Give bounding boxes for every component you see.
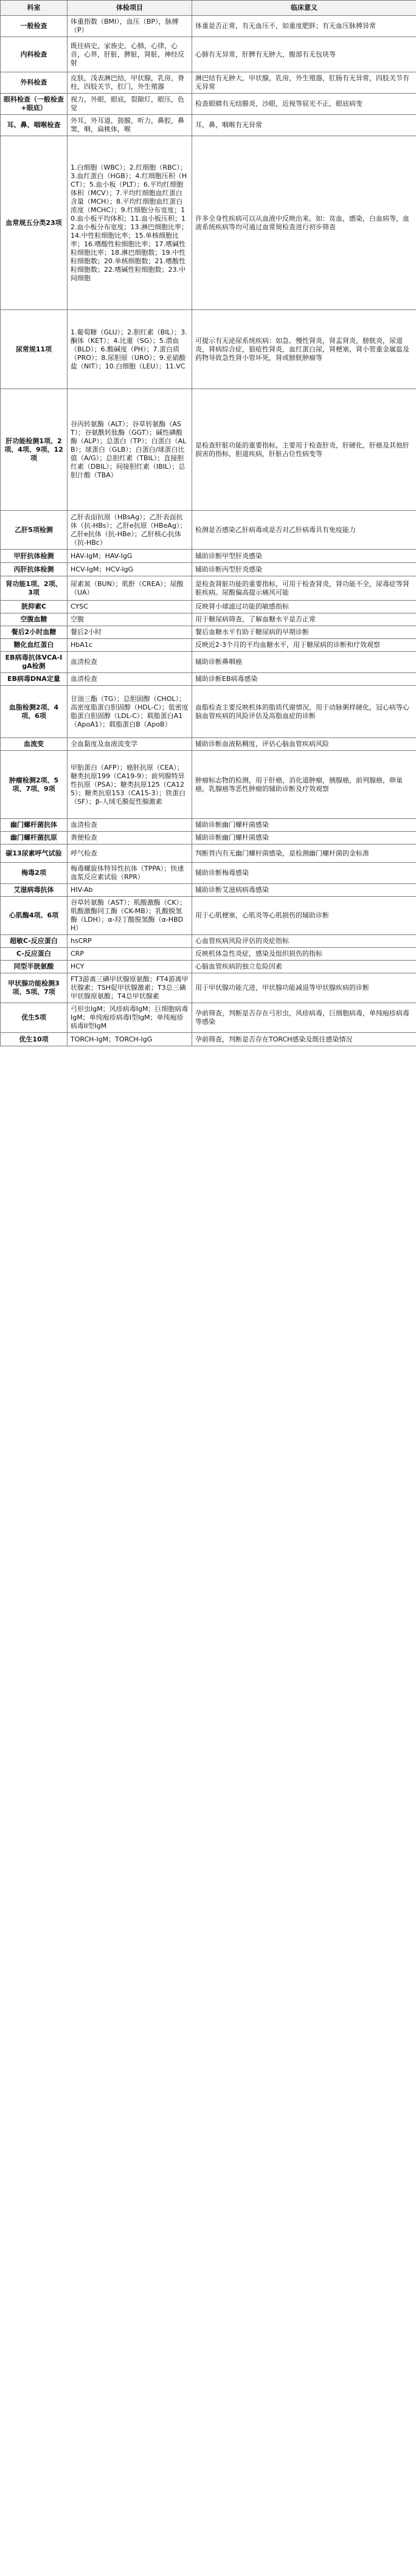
exam-item-cell: 既往病史，家族史，心肺，心律，心音，心界，肝脏，脾脏，肾脏，神经反射 [68, 37, 192, 72]
exam-item-cell: HbA1c [68, 639, 192, 652]
department-cell: 内科检查 [1, 37, 68, 72]
department-cell: 血流变 [1, 738, 68, 751]
clinical-significance-cell: 心脑血管疾病的独立危险因素 [192, 961, 416, 973]
clinical-significance-cell: 是检查肾脏功能的重要指标，可用于检查肾炎，肾功能不全，尿毒症等肾脏疾病。尿酸偏高提示痛风可能 [192, 576, 416, 601]
table-row [1, 686, 416, 738]
clinical-significance-cell: 耳，鼻，咽喉有无异常 [192, 115, 416, 136]
exam-item-cell: CRP [68, 948, 192, 961]
department-cell: 碳13尿素呼气试验 [1, 844, 68, 863]
department-cell: 血脂检测2项、4项、6项 [1, 686, 68, 738]
department-cell: 一般检查 [1, 16, 68, 37]
department-cell: 乙肝5项检测 [1, 511, 68, 550]
exam-item-cell: 梅毒螺旋体特异性抗体（TPPA）；快速血浆反应素试验（RPR） [68, 863, 192, 884]
department-cell: 同型半胱氨酸 [1, 961, 68, 973]
table-row [1, 613, 416, 626]
clinical-significance-cell: 孕前筛查，判断是否存在TORCH感染及既往感染情况 [192, 1033, 416, 1046]
clinical-significance-cell: 体重是否正常，有无血压不，如重度肥胖；有无血压脉搏异常 [192, 16, 416, 37]
clinical-significance-cell: 反映近2-3个月的平均血糖水平，用于糖尿病的诊断和疗效观察 [192, 639, 416, 652]
exam-item-cell: 视力，外眼，眼底，裂隙灯，眼压，色觉 [68, 94, 192, 115]
table-row [1, 948, 416, 961]
clinical-significance-cell: 淋巴结有无肿大，甲状腺，乳房，外生殖器，肛肠有无异常，四肢关节有无异常 [192, 72, 416, 94]
exam-item-cell: HCY [68, 961, 192, 973]
clinical-significance-cell: 辅助诊断EB病毒感染 [192, 673, 416, 686]
table-row [1, 1003, 416, 1033]
table-header-row [1, 1, 416, 16]
header-department: 科室 [1, 1, 68, 16]
table-row [1, 563, 416, 576]
clinical-significance-cell: 心血管疾病风险评估的炎症指标 [192, 935, 416, 948]
department-cell: 幽门螺杆菌抗原 [1, 832, 68, 844]
exam-item-cell: 弓形虫IgM；风疹病毒IgM；巨细胞病毒IgM；单纯疱疹病毒I型IgM；单纯疱疹病毒II型IgM [68, 1003, 192, 1033]
table-row [1, 832, 416, 844]
table-row [1, 897, 416, 935]
clinical-significance-cell: 辅助诊断甲型肝炎感染 [192, 550, 416, 563]
clinical-significance-cell: 反映机体急性炎症，感染及组织损伤的指标 [192, 948, 416, 961]
exam-item-cell: 呼气检查 [68, 844, 192, 863]
clinical-significance-cell: 许多全身性疾病可以从血液中反映出来。如：贫血，感染，白血病等，血液系统疾病等均可通过血常规检查进行初步筛查 [192, 136, 416, 310]
department-cell: 甲肝抗体检测 [1, 550, 68, 563]
clinical-significance-cell: 辅助诊断幽门螺杆菌感染 [192, 819, 416, 832]
table-row [1, 576, 416, 601]
exam-item-cell: 血清检查 [68, 673, 192, 686]
department-cell: 肾功能1项、2项、3项 [1, 576, 68, 601]
exam-item-cell: HIV-Ab [68, 884, 192, 897]
exam-item-cell: 全血黏度及血液流变学 [68, 738, 192, 751]
exam-item-cell: 谷草转氨酶（AST）；肌酸激酶（CK）；肌酸激酶同工酶（CK-MB）；乳酸脱氢酶（LDH）；α-羟丁酸脱氢酶（α-HBDH） [68, 897, 192, 935]
exam-item-cell: HAV-IgM；HAV-IgG [68, 550, 192, 563]
clinical-significance-cell: 用于心肌梗塞，心肌炎等心肌损伤的辅助诊断 [192, 897, 416, 935]
exam-item-cell: CYSC [68, 601, 192, 613]
exam-items-table [0, 0, 416, 1046]
clinical-significance-cell: 孕前筛查，判断是否存在弓形虫，风疹病毒，巨细胞病毒，单纯疱疹病毒等感染 [192, 1003, 416, 1033]
table-row [1, 511, 416, 550]
table-row [1, 389, 416, 511]
table-row [1, 819, 416, 832]
table-row [1, 738, 416, 751]
clinical-significance-cell: 可提示有无泌尿系统疾病：如急、慢性肾炎，肾盂肾炎，膀胱炎，尿道炎，肾病综合症，狼疮性肾炎，血红蛋白尿，肾梗塞，肾小管重金属盐及药物导致急性肾小管坏死，肾或膀胱肿瘤等 [192, 310, 416, 389]
department-cell: 胱抑素C [1, 601, 68, 613]
table-row [1, 935, 416, 948]
clinical-significance-cell: 辅助诊断艾滋病病毒感染 [192, 884, 416, 897]
exam-item-cell: 甲胎蛋白（AFP）；癌胚抗原（CEA）；糖类抗原199（CA19-9）；前列腺特异性抗原（PSA）；糖类抗原125（CA125）；糖类抗原153（CA15-3）；铁蛋白（SF）；β-人绒毛膜促性腺激素 [68, 751, 192, 819]
table-row [1, 626, 416, 639]
clinical-significance-cell: 辅助诊断梅毒感染 [192, 863, 416, 884]
clinical-significance-cell: 肿瘤标志物的检测，用于肝癌，消化道肿瘤，胰腺癌，前列腺癌，卵巢癌，乳腺癌等恶性肿瘤的辅助诊断及疗效观察 [192, 751, 416, 819]
exam-item-cell: 尿素氮（BUN）；肌酐（CREA）；尿酸（UA） [68, 576, 192, 601]
department-cell: 梅毒2项 [1, 863, 68, 884]
department-cell: 糖化血红蛋白 [1, 639, 68, 652]
table-row [1, 961, 416, 973]
table-row [1, 1033, 416, 1046]
table-row [1, 673, 416, 686]
department-cell: 超敏C-反应蛋白 [1, 935, 68, 948]
exam-item-cell: 1.葡萄糖（GLU）；2.胆红素（BIL）；3.酮体（KET）；4.比重（SG）；5.潜血（BLD）；6.酸碱度（PH）；7.蛋白质（PRO）；8.尿胆原（URO）；9.亚硝酸盐（NIT）；10.白细胞（LEU）；11.VC [68, 310, 192, 389]
clinical-significance-cell: 判断胃内有无幽门螺杆菌感染，是检测幽门螺杆菌的金标准 [192, 844, 416, 863]
exam-item-cell: 乙肝表面抗原（HBsAg）；乙肝表面抗体（抗-HBs）；乙肝e抗原（HBeAg）；乙肝e抗体（抗-HBe）；乙肝核心抗体（抗-HBc） [68, 511, 192, 550]
clinical-significance-cell: 检测是否感染乙肝病毒或是否对乙肝病毒具有免疫能力 [192, 511, 416, 550]
clinical-significance-cell: 心肺有无异常，肝脾有无肿大，腹部有无包块等 [192, 37, 416, 72]
exam-items-document [0, 0, 416, 1046]
department-cell: 肿瘤检测2项、5项、7项、9项 [1, 751, 68, 819]
table-row [1, 863, 416, 884]
department-cell: 幽门螺杆菌抗体 [1, 819, 68, 832]
table-row [1, 844, 416, 863]
exam-item-cell: HCV-IgM；HCV-IgG [68, 563, 192, 576]
table-row [1, 884, 416, 897]
department-cell: 丙肝抗体检测 [1, 563, 68, 576]
table-row [1, 652, 416, 673]
table-row [1, 310, 416, 389]
clinical-significance-cell: 餐后血糖水平有助于糖尿病的早期诊断 [192, 626, 416, 639]
exam-item-cell: 餐后2小时 [68, 626, 192, 639]
department-cell: 耳、鼻、咽喉检查 [1, 115, 68, 136]
table-row [1, 601, 416, 613]
department-cell: 空腹血糖 [1, 613, 68, 626]
clinical-significance-cell: 反映肾小球滤过功能的敏感指标 [192, 601, 416, 613]
exam-item-cell: 皮肤，浅表淋巴结，甲状腺，乳房，脊柱，四肢关节，肛门，外生殖器 [68, 72, 192, 94]
clinical-significance-cell: 检查眼睛有无结膜炎，沙眼，近视等屈光不正，眼底病变 [192, 94, 416, 115]
exam-item-cell: 空腹 [68, 613, 192, 626]
clinical-significance-cell: 辅助诊断丙型肝炎感染 [192, 563, 416, 576]
department-cell: 尿常规11项 [1, 310, 68, 389]
department-cell: 优生10项 [1, 1033, 68, 1046]
department-cell: C-反应蛋白 [1, 948, 68, 961]
department-cell: 外科检查 [1, 72, 68, 94]
exam-item-cell: 粪便检查 [68, 832, 192, 844]
department-cell: 优生5项 [1, 1003, 68, 1033]
department-cell: EB病毒抗体VCA-IgA检测 [1, 652, 68, 673]
clinical-significance-cell: 辅助诊断血液粘稠度，评估心脑血管疾病风险 [192, 738, 416, 751]
clinical-significance-cell: 用于甲状腺功能亢进，甲状腺功能减退等甲状腺疾病的诊断 [192, 973, 416, 1003]
exam-item-cell: 谷丙转氨酶（ALT）；谷草转氨酶（AST）；谷氨酰转肽酶（GGT）；碱性磷酸酶（ALP）；总蛋白（TP）；白蛋白（ALB）；球蛋白（GLB）；白蛋白/球蛋白比值（A/G）；总胆红素（TBIL）；直接胆红素（DBIL）；间接胆红素（IBIL）；总胆汁酸（TBA） [68, 389, 192, 511]
clinical-significance-cell: 是检查肝脏功能的重要指标，主要用于检查肝炎，肝硬化，肝癌及其他肝损害的指标，胆道疾病，肝脏占位性病变等 [192, 389, 416, 511]
clinical-significance-cell: 辅助诊断幽门螺杆菌感染 [192, 832, 416, 844]
table-row [1, 973, 416, 1003]
exam-item-cell: 外耳，外耳道，鼓膜，听力，鼻腔，鼻窦，咽，扁桃体，喉 [68, 115, 192, 136]
department-cell: 甲状腺功能检测3项、5项、7项 [1, 973, 68, 1003]
department-cell: 心肌酶4项、6项 [1, 897, 68, 935]
clinical-significance-cell: 血脂检查主要反映机体的脂质代谢情况，用于动脉粥样硬化，冠心病等心脑血管疾病的风险评估及高脂血症的诊断 [192, 686, 416, 738]
table-row [1, 639, 416, 652]
department-cell: 艾滋病毒抗体 [1, 884, 68, 897]
table-row [1, 94, 416, 115]
exam-item-cell: 体重指数（BMI），血压（BP），脉搏（P） [68, 16, 192, 37]
table-row [1, 136, 416, 310]
department-cell: 肝功能检测1项、2项、4项、9项、12项 [1, 389, 68, 511]
clinical-significance-cell: 辅助诊断鼻咽癌 [192, 652, 416, 673]
department-cell: 血常规五分类23项 [1, 136, 68, 310]
table-row [1, 751, 416, 819]
exam-item-cell: FT3游离三碘甲状腺原氨酸；FT4游离甲状腺素；TSH促甲状腺激素；T3总三碘甲状腺原氨酸；T4总甲状腺素 [68, 973, 192, 1003]
table-row [1, 72, 416, 94]
exam-item-cell: 1.白细胞（WBC）；2.红细胞（RBC）；3.血红蛋白（HGB）；4.红细胞压积（HCT）；5.血小板（PLT）；6.平均红细胞体积（MCV）；7.平均红细胞血红蛋白含量（MCH）；8.平均红细胞血红蛋白浓度（MCHC）；9.红细胞分布宽度；10.血小板平均体积；11.血小板压积；12.血小板分布宽度；13.淋巴细胞比率；14.中性粒细胞比率；15.单核细胞比率；16.嗜酸性粒细胞比率；17.嗜碱性粒细胞比率；18.淋巴细胞数；19.中性粒细胞数；20.单核细胞数；21.嗜酸性粒细胞数；22.嗜碱性粒细胞数；23.中间细胞 [68, 136, 192, 310]
table-row [1, 16, 416, 37]
header-exam-item: 体检项目 [68, 1, 192, 16]
table-row [1, 115, 416, 136]
exam-item-cell: hsCRP [68, 935, 192, 948]
table-row [1, 550, 416, 563]
department-cell: 眼科检查（一般检查+眼底） [1, 94, 68, 115]
table-body [1, 16, 416, 1046]
clinical-significance-cell: 用于糖尿病筛查，了解血糖水平是否正常 [192, 613, 416, 626]
header-clinical-significance: 临床意义 [192, 1, 416, 16]
exam-item-cell: 血清检查 [68, 819, 192, 832]
exam-item-cell: 血清检查 [68, 652, 192, 673]
department-cell: EB病毒DNA定量 [1, 673, 68, 686]
table-row [1, 37, 416, 72]
exam-item-cell: TORCH-IgM；TORCH-IgG [68, 1033, 192, 1046]
department-cell: 餐后2小时血糖 [1, 626, 68, 639]
exam-item-cell: 甘油三酯（TG）；总胆固醇（CHOL）；高密度脂蛋白胆固醇（HDL-C）；低密度脂蛋白胆固醇（LDL-C）；载脂蛋白A1（ApoA1）；载脂蛋白B（ApoB） [68, 686, 192, 738]
